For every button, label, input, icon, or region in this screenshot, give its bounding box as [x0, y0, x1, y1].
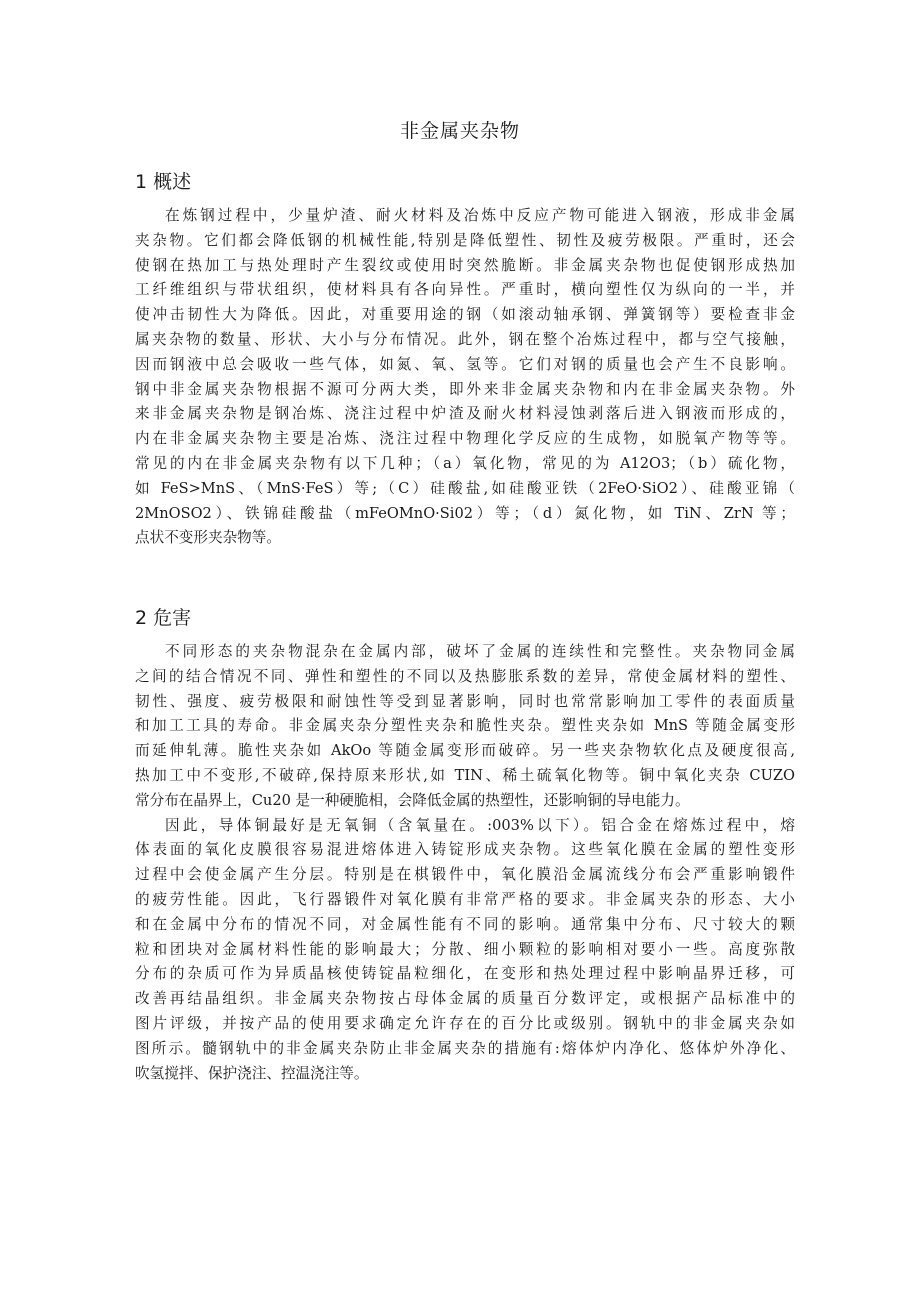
text-line: 吹氢搅拌、保护浇注、控温浇注等。	[135, 1064, 369, 1082]
section-body-overview	[135, 204, 795, 551]
text-line: 常见的内在非金属夹杂物有以下几种；（a）氧化物，常见的为 A12O3；（b）硫化物，	[135, 454, 795, 472]
text-line: 粒和团块对金属材料性能的影响最大；分散、细小颗粒的影响相对要小一些。高度弥散	[135, 940, 795, 958]
text-line: 工纤维组织与带状组织，使材料具有各向异性。严重时，横向塑性仅为纵向的一半，并	[135, 281, 795, 299]
text-line: 来非金属夹杂物是钢冶炼、浇注过程中炉渣及耐火材料浸蚀剥落后进入钢液而形成的，	[135, 405, 795, 423]
text-line: 和加工工具的寿命。非金属夹杂分塑性夹杂和脆性夹杂。塑性夹杂如 MnS 等随金属变形	[135, 717, 795, 735]
text-line: 韧性、强度、疲劳极限和耐蚀性等受到显著影响，同时也常常影响加工零件的表面质量	[135, 692, 795, 710]
text-line: 因而钢液中总会吸收一些气体，如氮、氧、氢等。它们对钢的质量也会产生不良影响。	[135, 355, 795, 373]
text-line: 属夹杂物的数量、形状、大小与分布情况。此外，钢在整个冶炼过程中，都与空气接触，	[135, 330, 795, 348]
text-line: 使钢在热加工与热处理时产生裂纹或使用时突然脆断。非金属夹杂物也促使钢形成热加	[135, 256, 795, 274]
text-line: 热加工中不变形,不破碎,保持原来形状,如 TIN、稀土硫氧化物等。铜中氧化夹杂 CUZO	[135, 766, 795, 784]
text-line: 如 FeS>MnS、（MnS·FeS）等;（C）硅酸盐,如硅酸亚铁（2FeO·SiO2）、硅酸亚锦（	[135, 479, 795, 497]
document-title: 非金属夹杂物	[399, 120, 520, 142]
text-line: 内在非金属夹杂物主要是冶炼、浇注过程中物理化学反应的生成物，如脱氧产物等等。	[135, 430, 795, 448]
text-line: 使冲击韧性大为降低。因此，对重要用途的钢（如滚动轴承钢、弹簧钢等）要检查非金	[135, 306, 795, 324]
text-line: 而延伸轧薄。脆性夹杂如 AkOo 等随金属变形而破碎。另一些夹杂物软化点及硬度很高,	[135, 742, 795, 760]
text-line: 分布的杂质可作为异质晶核使铸锭晶粒细化，在变形和热处理过程中影响晶界迁移，可	[135, 965, 795, 983]
text-line: 改善再结晶组织。非金属夹杂物按占母体金属的质量百分数评定，或根据产品标准中的	[135, 990, 795, 1008]
section-body-hazards	[135, 640, 795, 1086]
text-line: 的疲劳性能。因此，飞行器锻件对氧化膜有非常严格的要求。非金属夹杂的形态、大小	[135, 890, 795, 908]
text-line: 过程中会使金属产生分层。特别是在棋锻件中，氧化膜沿金属流线分布会严重影响锻件	[135, 866, 795, 884]
section-heading-hazards: 2 危害	[135, 607, 192, 629]
section-heading-overview: 1 概述	[135, 171, 192, 193]
text-line: 常分布在晶界上，Cu20 是一种硬脆相，会降低金属的热塑性，还影响铜的导电能力。	[135, 791, 690, 809]
text-line: 夹杂物。它们都会降低钢的机械性能,特别是降低塑性、韧性及疲劳极限。严重时，还会	[135, 231, 795, 249]
text-line: 之间的结合情况不同、弹性和塑性的不同以及热膨胀系数的差异，常使金属材料的塑性、	[135, 667, 795, 685]
text-line: 图所示。髓钢轨中的非金属夹杂防止非金属夹杂的措施有:熔体炉内净化、悠体炉外净化、	[135, 1039, 795, 1057]
text-line: 和在金属中分布的情况不同，对金属性能有不同的影响。通常集中分布、尺寸较大的颗	[135, 915, 795, 933]
text-line: 在炼钢过程中，少量炉渣、耐火材料及冶炼中反应产物可能进入钢液，形成非金属	[165, 207, 795, 224]
text-line: 钢中非金属夹杂物根据不源可分两大类，即外来非金属夹杂物和内在非金属夹杂物。外	[135, 380, 795, 398]
text-line: 点状不变形夹杂物等。	[135, 529, 281, 547]
text-line: 体表面的氧化皮膜很容易混进熔体进入铸锭形成夹杂物。这些氧化膜在金属的塑性变形	[135, 841, 795, 859]
text-line: 不同形态的夹杂物混杂在金属内部，破坏了金属的连续性和完整性。夹杂物同金属	[165, 643, 795, 660]
text-line: 因此，导体铜最好是无氧铜（含氧量在。:003%以下）。铝合金在熔炼过程中，熔	[165, 816, 795, 834]
text-line: 2MnOSO2）、铁锦硅酸盐（mFeOMnO·Si02）等；（d）氮化物，如 TiN、ZrN 等；	[135, 504, 795, 522]
text-line: 图片评级，并按产品的使用要求确定允许存在的百分比或级别。钢轨中的非金属夹杂如	[135, 1014, 795, 1032]
